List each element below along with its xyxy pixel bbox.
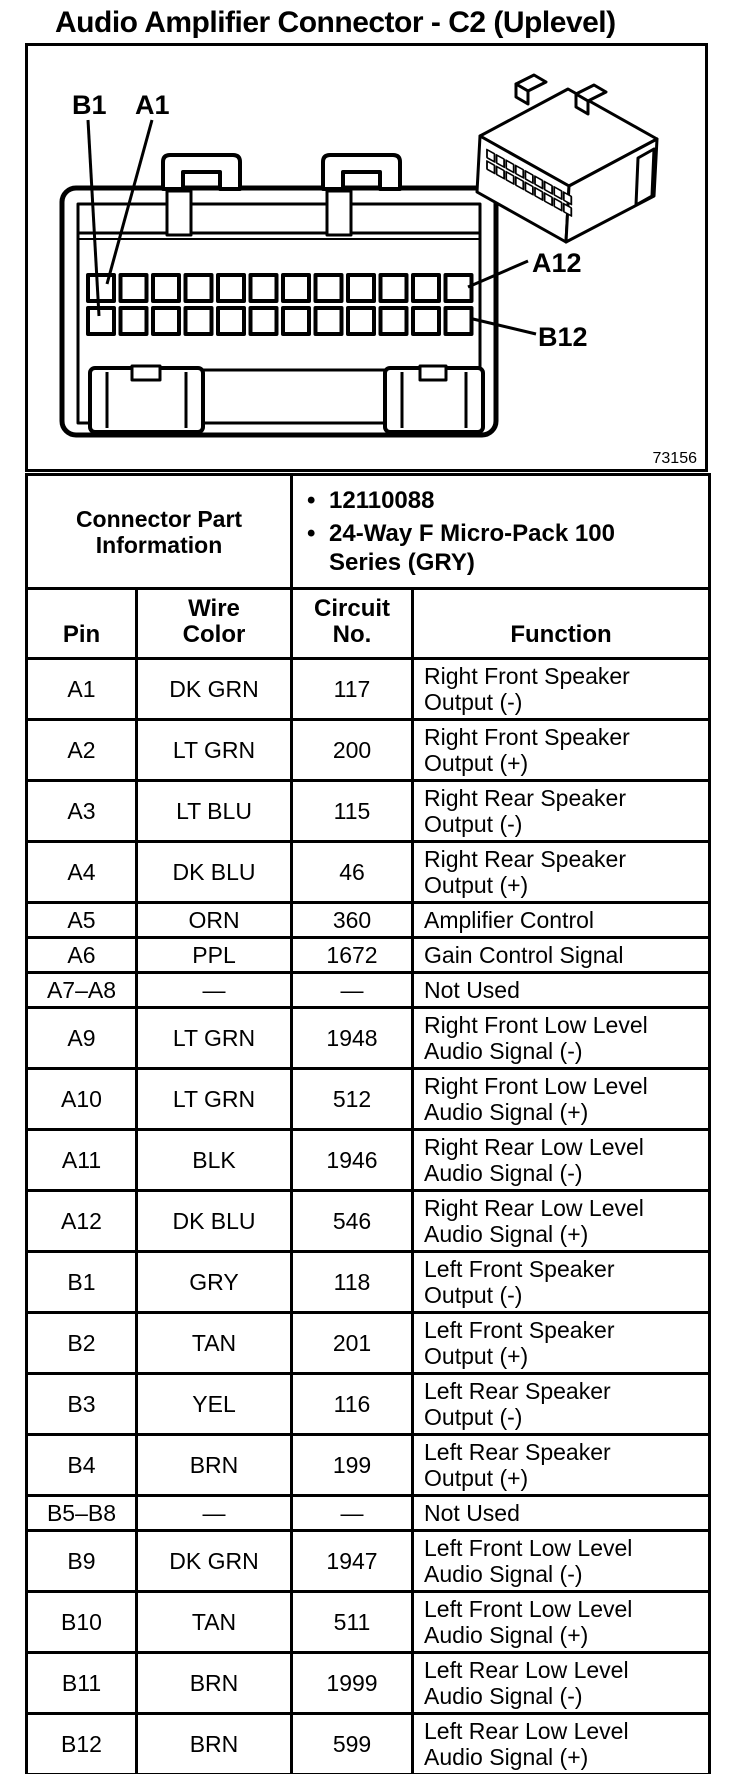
cell-wire-color: BRN bbox=[137, 1653, 292, 1714]
cell-wire-color: PPL bbox=[137, 938, 292, 973]
cell-pin: A2 bbox=[27, 720, 137, 781]
figure-number: 73156 bbox=[652, 450, 697, 467]
cell-pin: A4 bbox=[27, 842, 137, 903]
pin-hole bbox=[446, 275, 472, 301]
cell-circuit-no: 200 bbox=[292, 720, 413, 781]
connector-info-row bbox=[27, 475, 710, 589]
cell-pin: B1 bbox=[27, 1252, 137, 1313]
pin-hole bbox=[88, 308, 114, 334]
table-row bbox=[27, 659, 710, 720]
cell-wire-color: YEL bbox=[137, 1374, 292, 1435]
pin-hole bbox=[413, 308, 439, 334]
cell-function: Right Rear Speaker Output (-) bbox=[413, 781, 710, 842]
cell-pin: A7–A8 bbox=[27, 973, 137, 1008]
cell-function: Right Rear Low Level Audio Signal (+) bbox=[413, 1191, 710, 1252]
table-row bbox=[27, 1130, 710, 1191]
page-title: Audio Amplifier Connector - C2 (Uplevel) bbox=[55, 6, 616, 39]
pin-hole bbox=[251, 308, 277, 334]
table-row bbox=[27, 720, 710, 781]
pin-hole bbox=[88, 275, 114, 301]
pin-hole bbox=[413, 275, 439, 301]
cell-wire-color: DK BLU bbox=[137, 842, 292, 903]
cell-pin: B11 bbox=[27, 1653, 137, 1714]
cell-wire-color: TAN bbox=[137, 1313, 292, 1374]
cell-function: Gain Control Signal bbox=[413, 938, 710, 973]
pin-hole bbox=[186, 308, 212, 334]
cell-pin: A6 bbox=[27, 938, 137, 973]
table-row bbox=[27, 973, 710, 1008]
tab-channel bbox=[167, 191, 191, 235]
pin-hole bbox=[121, 275, 147, 301]
cell-function: Right Rear Speaker Output (+) bbox=[413, 842, 710, 903]
cell-circuit-no: 117 bbox=[292, 659, 413, 720]
table-row bbox=[27, 781, 710, 842]
cell-wire-color: DK BLU bbox=[137, 1191, 292, 1252]
cell-circuit-no: 1999 bbox=[292, 1653, 413, 1714]
table-row bbox=[27, 1496, 710, 1531]
cell-circuit-no: 1947 bbox=[292, 1531, 413, 1592]
cell-wire-color: TAN bbox=[137, 1592, 292, 1653]
cell-circuit-no: 511 bbox=[292, 1592, 413, 1653]
pin-hole bbox=[121, 308, 147, 334]
cell-wire-color: DK GRN bbox=[137, 1531, 292, 1592]
cell-circuit-no: 599 bbox=[292, 1714, 413, 1774]
table-row bbox=[27, 1252, 710, 1313]
cell-pin: A1 bbox=[27, 659, 137, 720]
pin-callout-b12: B12 bbox=[538, 322, 588, 352]
pinout-table bbox=[25, 473, 711, 1774]
table-row bbox=[27, 903, 710, 938]
cell-circuit-no: 118 bbox=[292, 1252, 413, 1313]
cell-function: Right Front Speaker Output (-) bbox=[413, 659, 710, 720]
connector-part-number: • 12110088 bbox=[305, 486, 629, 515]
cell-wire-color: LT BLU bbox=[137, 781, 292, 842]
cell-circuit-no: 512 bbox=[292, 1069, 413, 1130]
cell-circuit-no: 546 bbox=[292, 1191, 413, 1252]
cell-wire-color: LT GRN bbox=[137, 1069, 292, 1130]
bottom-latch-left bbox=[90, 366, 203, 432]
pin-callout-a1: A1 bbox=[135, 90, 170, 120]
cell-pin: B2 bbox=[27, 1313, 137, 1374]
table-row bbox=[27, 1008, 710, 1069]
connector-front-view bbox=[62, 155, 496, 435]
cell-pin: A3 bbox=[27, 781, 137, 842]
table-row bbox=[27, 938, 710, 973]
top-lock-tab bbox=[163, 155, 240, 189]
table-row bbox=[27, 1653, 710, 1714]
cell-circuit-no: 1948 bbox=[292, 1008, 413, 1069]
pin-hole bbox=[381, 308, 407, 334]
pin-hole bbox=[283, 308, 309, 334]
cell-circuit-no: 360 bbox=[292, 903, 413, 938]
cell-circuit-no: 116 bbox=[292, 1374, 413, 1435]
connector-type: • 24-Way F Micro-Pack 100 Series (GRY) bbox=[305, 519, 629, 577]
table-row bbox=[27, 1374, 710, 1435]
table-row bbox=[27, 1191, 710, 1252]
pin-callout-b1: B1 bbox=[72, 90, 107, 120]
cell-function: Left Rear Low Level Audio Signal (+) bbox=[413, 1714, 710, 1774]
bottom-latch-right bbox=[385, 366, 483, 432]
cell-circuit-no: 1672 bbox=[292, 938, 413, 973]
pin-hole bbox=[348, 308, 374, 334]
cell-circuit-no: — bbox=[292, 1496, 413, 1531]
cell-function: Left Front Speaker Output (-) bbox=[413, 1252, 710, 1313]
connector-info-label: Connector Part Information bbox=[27, 475, 292, 589]
top-lock-tab bbox=[323, 155, 400, 189]
cell-pin: A12 bbox=[27, 1191, 137, 1252]
pin-hole bbox=[348, 275, 374, 301]
cell-pin: B10 bbox=[27, 1592, 137, 1653]
cell-pin: B5–B8 bbox=[27, 1496, 137, 1531]
table-row bbox=[27, 1592, 710, 1653]
pin-hole bbox=[381, 275, 407, 301]
cell-circuit-no: 115 bbox=[292, 781, 413, 842]
cell-circuit-no: 199 bbox=[292, 1435, 413, 1496]
cell-function: Left Rear Speaker Output (-) bbox=[413, 1374, 710, 1435]
cell-function: Left Front Low Level Audio Signal (-) bbox=[413, 1531, 710, 1592]
connector-info-items bbox=[292, 475, 710, 589]
connector-drawing bbox=[28, 46, 705, 469]
cell-pin: B9 bbox=[27, 1531, 137, 1592]
cell-function: Not Used bbox=[413, 973, 710, 1008]
pin-hole bbox=[251, 275, 277, 301]
cell-function: Right Front Low Level Audio Signal (-) bbox=[413, 1008, 710, 1069]
cell-function: Left Rear Low Level Audio Signal (-) bbox=[413, 1653, 710, 1714]
cell-wire-color: — bbox=[137, 1496, 292, 1531]
table-row bbox=[27, 1069, 710, 1130]
cell-pin: A10 bbox=[27, 1069, 137, 1130]
pin-hole bbox=[218, 308, 244, 334]
cell-function: Not Used bbox=[413, 1496, 710, 1531]
cell-wire-color: LT GRN bbox=[137, 1008, 292, 1069]
pin-table-head bbox=[27, 475, 710, 659]
cell-function: Amplifier Control bbox=[413, 903, 710, 938]
cell-function: Left Rear Speaker Output (+) bbox=[413, 1435, 710, 1496]
table-row bbox=[27, 1714, 710, 1774]
cell-function: Left Front Low Level Audio Signal (+) bbox=[413, 1592, 710, 1653]
cell-pin: A11 bbox=[27, 1130, 137, 1191]
cell-wire-color: BLK bbox=[137, 1130, 292, 1191]
pin-hole bbox=[186, 275, 212, 301]
pin-callout-a12: A12 bbox=[532, 248, 582, 278]
col-header-pin: Pin bbox=[27, 589, 137, 659]
table-row bbox=[27, 842, 710, 903]
pin-table-body bbox=[27, 659, 710, 1774]
cell-wire-color: — bbox=[137, 973, 292, 1008]
cell-circuit-no: 201 bbox=[292, 1313, 413, 1374]
cell-wire-color: LT GRN bbox=[137, 720, 292, 781]
pin-hole bbox=[153, 275, 179, 301]
cell-pin: A5 bbox=[27, 903, 137, 938]
cell-function: Left Front Speaker Output (+) bbox=[413, 1313, 710, 1374]
table-header-row bbox=[27, 589, 710, 659]
table-row bbox=[27, 1531, 710, 1592]
cell-function: Right Front Low Level Audio Signal (+) bbox=[413, 1069, 710, 1130]
cell-pin: B4 bbox=[27, 1435, 137, 1496]
cell-wire-color: ORN bbox=[137, 903, 292, 938]
connector-iso-view bbox=[477, 75, 657, 242]
table-row bbox=[27, 1313, 710, 1374]
col-header-wire-color: Wire Color bbox=[137, 589, 292, 659]
cell-wire-color: BRN bbox=[137, 1435, 292, 1496]
cell-wire-color: DK GRN bbox=[137, 659, 292, 720]
cell-circuit-no: — bbox=[292, 973, 413, 1008]
cell-pin: B12 bbox=[27, 1714, 137, 1774]
pin-hole bbox=[218, 275, 244, 301]
cell-pin: B3 bbox=[27, 1374, 137, 1435]
cell-function: Right Front Speaker Output (+) bbox=[413, 720, 710, 781]
cell-pin: A9 bbox=[27, 1008, 137, 1069]
pin-hole bbox=[316, 308, 342, 334]
cell-function: Right Rear Low Level Audio Signal (-) bbox=[413, 1130, 710, 1191]
connector-diagram bbox=[25, 43, 708, 472]
pin-hole bbox=[153, 308, 179, 334]
pin-hole bbox=[283, 275, 309, 301]
tab-channel bbox=[327, 191, 351, 235]
col-header-function: Function bbox=[413, 589, 710, 659]
cell-wire-color: GRY bbox=[137, 1252, 292, 1313]
pin-hole bbox=[316, 275, 342, 301]
col-header-circuit-no: Circuit No. bbox=[292, 589, 413, 659]
cell-circuit-no: 46 bbox=[292, 842, 413, 903]
iso-side-latch bbox=[636, 149, 654, 205]
cell-circuit-no: 1946 bbox=[292, 1130, 413, 1191]
cell-wire-color: BRN bbox=[137, 1714, 292, 1774]
table-row bbox=[27, 1435, 710, 1496]
pin-hole bbox=[446, 308, 472, 334]
